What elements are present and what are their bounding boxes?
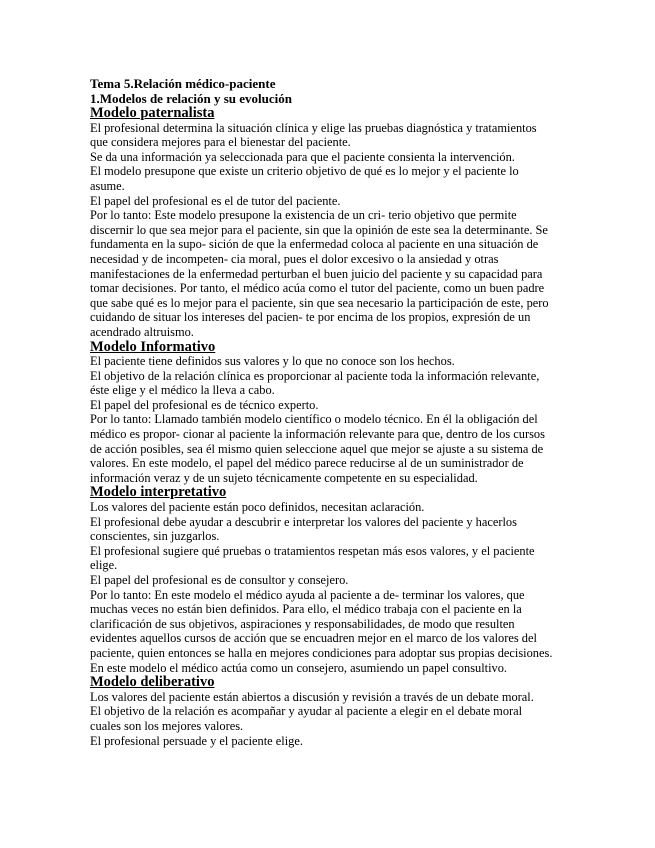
paragraph: El objetivo de la relación clínica es proporcionar al paciente toda la información relevante, éste elige y el médico la lleva a cabo. (90, 368, 540, 398)
paragraph: Por lo tanto: Este modelo presupone la existencia de un cri- terio objetivo que permite discernir lo que sea mejor para el paciente, sin que la opinión de este sea la determinante. Se fundamenta en la supo- sición de que la enfermedad coloca al paciente en una situación de necesidad y de incompeten- cia moral, pues el dolor excesivo o la ansiedad y otras manifestaciones de la enfermedad perturban el buen juicio del paciente y su capacidad para tomar decisiones. Por tanto, el médico acúa como el tutor del paciente, como un buen padre que sabe qué es lo mejor para el paciente, sin que sea necesario la participación de este, pero cuidando de situar los intereses del pacien- te por encima de los propios, expresión de un acendrado altruismo. (90, 208, 549, 339)
section-heading: Modelo paternalista (90, 105, 215, 121)
paragraph: Los valores del paciente están poco definidos, necesitan aclaración. (90, 500, 425, 515)
paragraph: El papel del profesional es de técnico experto. (90, 397, 319, 412)
document-subtitle: 1.Modelos de relación y su evolución (90, 91, 292, 106)
section-paternalista (90, 106, 555, 340)
section-informativo (90, 340, 555, 486)
paragraph: Los valores del paciente están abiertos a discusión y revisión a través de un debate moral. (90, 689, 534, 704)
paragraph: El objetivo de la relación es acompañar y ayudar al paciente a elegir en el debate moral cuales son los mejores valores. (90, 704, 523, 733)
section-heading: Modelo Informativo (90, 338, 216, 355)
paragraph: El paciente tiene definidos sus valores y lo que no conoce son los hechos. (90, 354, 455, 369)
paragraph: Por lo tanto: Llamado también modelo científico o modelo técnico. En él la obligación del médico es propor- cionar al paciente la información relevante para que, dentro de los cursos de acción posibles, sea él mismo quien seleccione aquel que mejor se ajuste a su sistema de valores. En este modelo, el papel del médico parece reducirse al de un suministrador de información veraz y de un sujeto técnicamente competente en su especialidad. (90, 412, 545, 485)
section-deliberativo (90, 675, 555, 748)
paragraph: El profesional determina la situación clínica y elige las pruebas diagnóstica y tratamientos que considera mejores para el bienestar del paciente. (90, 120, 537, 150)
paragraph: El papel del profesional es el de tutor del paciente. (90, 193, 341, 208)
section-heading: Modelo deliberativo (90, 674, 215, 691)
paragraph: El profesional persuade y el paciente elige. (90, 733, 303, 748)
section-heading: Modelo interpretativo (90, 484, 227, 501)
document-title: Tema 5.Relación médico-paciente (90, 76, 276, 91)
paragraph: Por lo tanto: En este modelo el médico ayuda al paciente a de- terminar los valores, que muchas veces no están bien definidos. Para ello, el médico trabaja con el paciente en la clarificación de sus objetivos, aspiraciones y responsabilidades, de modo que resulten evidentes aquellos cursos de acción que se encuadren mejor en el marco de los valores del paciente, quien entonces se halla en mejores condiciones para adoptar sus propias decisiones. En este modelo el médico actúa como un consejero, asumiendo un papel consultivo. (90, 587, 553, 675)
section-interpretativo (90, 485, 555, 675)
paragraph: El papel del profesional es de consultor y consejero. (90, 573, 349, 587)
paragraph: El profesional debe ayudar a descubrir e interpretar los valores del paciente y hacerlos conscientes, sin juzgarlos. (90, 514, 517, 544)
paragraph: El modelo presupone que existe un criterio objetivo de qué es lo mejor y el paciente lo asume. (90, 164, 519, 193)
paragraph: El profesional sugiere qué pruebas o tratamientos respetan más esos valores, y el paciente elige. (90, 543, 535, 573)
paragraph: Se da una información ya seleccionada para que el paciente consienta la intervención. (90, 149, 515, 164)
